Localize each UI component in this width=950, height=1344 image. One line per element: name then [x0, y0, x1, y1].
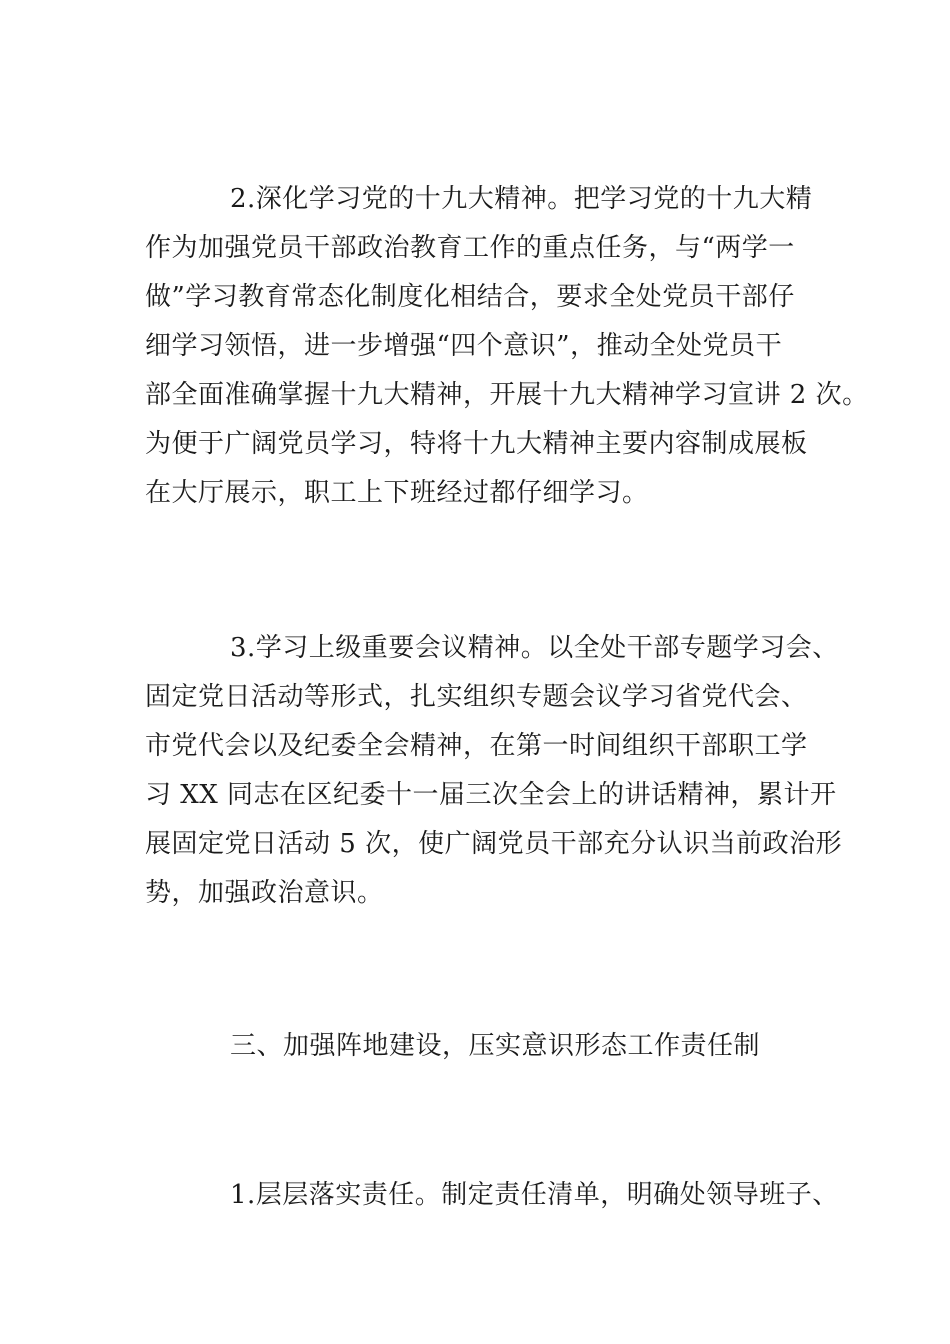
- paragraph-line: 做”学习教育常态化制度化相结合，要求全处党员干部仔: [145, 282, 795, 312]
- paragraph-study-19th-congress: [145, 175, 869, 518]
- section-heading: [145, 1022, 835, 1071]
- paragraph-line: 3.学习上级重要会议精神。以全处干部专题学习会、: [230, 633, 839, 663]
- paragraph-line: 习 XX 同志在区纪委十一届三次全会上的讲话精神，累计开: [145, 780, 837, 810]
- paragraph-line: 作为加强党员干部政治教育工作的重点任务，与“两学一: [145, 233, 795, 263]
- paragraph-line: 2.深化学习党的十九大精神。把学习党的十九大精: [230, 184, 813, 214]
- paragraph-line: 在大厅展示，职工上下班经过都仔细学习。: [145, 478, 649, 508]
- paragraph-line: 势，加强政治意识。: [145, 878, 384, 908]
- paragraph-line: 展固定党日活动 5 次，使广阔党员干部充分认识当前政治形: [145, 829, 843, 859]
- paragraph-line: 1.层层落实责任。制定责任清单，明确处领导班子、: [230, 1180, 839, 1210]
- paragraph-line: 为便于广阔党员学习，特将十九大精神主要内容制成展板: [145, 429, 808, 459]
- paragraph-study-meetings: [145, 624, 843, 918]
- heading-line: 三、加强阵地建设，压实意识形态工作责任制: [230, 1031, 761, 1061]
- paragraph-line: 固定党日活动等形式，扎实组织专题会议学习省党代会、: [145, 682, 808, 712]
- paragraph-line: 市党代会以及纪委全会精神，在第一时间组织干部职工学: [145, 731, 808, 761]
- paragraph-line: 细学习领悟，进一步增强“四个意识”，推动全处党员干: [145, 331, 783, 361]
- paragraph-responsibility: [145, 1171, 839, 1220]
- paragraph-line: 部全面准确掌握十九大精神，开展十九大精神学习宣讲 2 次。: [145, 380, 869, 410]
